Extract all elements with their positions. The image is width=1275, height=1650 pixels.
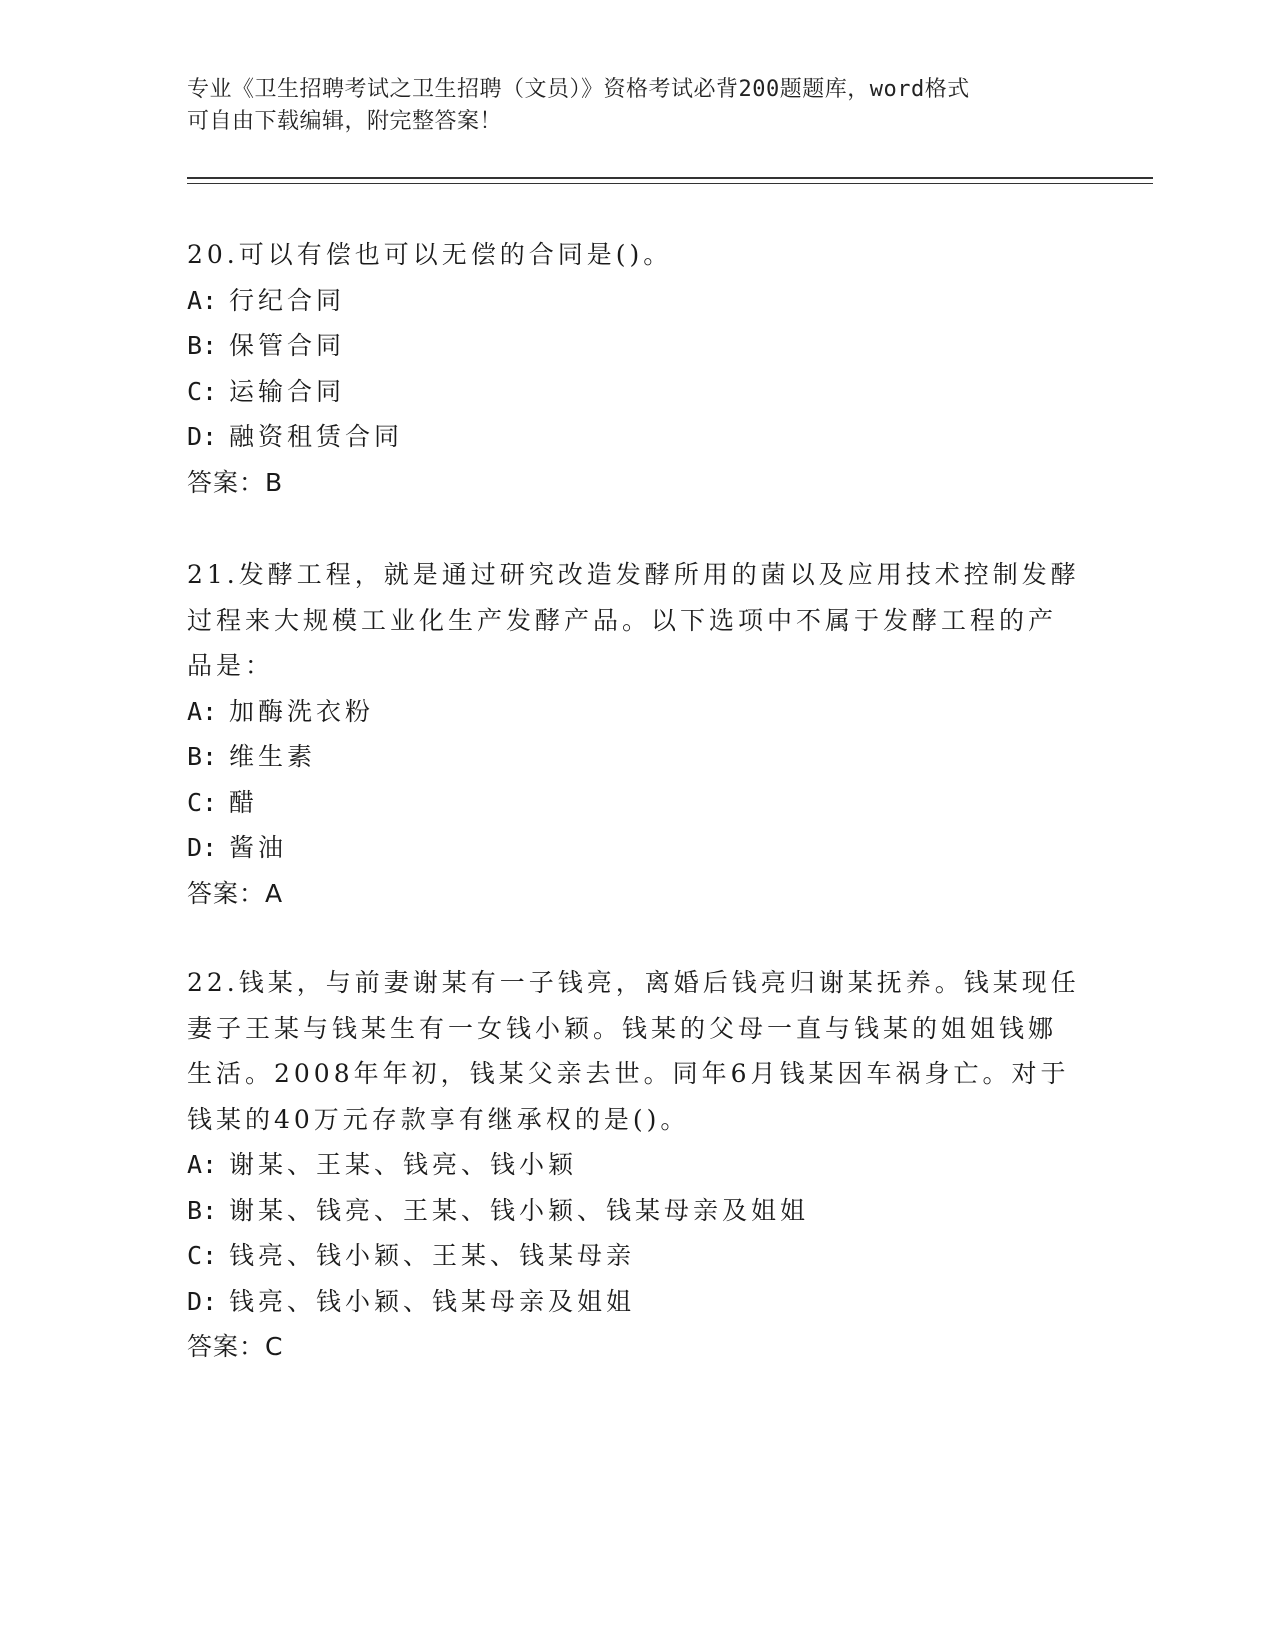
option-letter: B: bbox=[187, 1195, 218, 1225]
stem-line: 生活。2008年年初，钱某父亲去世。同年6月钱某因车祸身亡。对于 bbox=[187, 1059, 1070, 1088]
answer: 答案：C bbox=[187, 1332, 284, 1361]
question-stem bbox=[187, 232, 1087, 278]
header-line-2: 可自由下载编辑，附完整答案！ bbox=[187, 109, 503, 134]
option-text: 谢某、钱亮、王某、钱小颖、钱某母亲及姐姐 bbox=[229, 1195, 810, 1225]
option-letter: A: bbox=[187, 285, 218, 315]
option-letter: C: bbox=[187, 1241, 218, 1270]
option-letter: A: bbox=[187, 696, 218, 726]
stem-line: 20.可以有偿也可以无偿的合同是()。 bbox=[187, 240, 673, 269]
question-20 bbox=[187, 232, 1087, 505]
stem-line: 钱某的40万元存款享有继承权的是()。 bbox=[187, 1104, 690, 1134]
option-text: 加酶洗衣粉 bbox=[229, 696, 375, 726]
option-letter: D: bbox=[187, 833, 218, 862]
option-text: 醋 bbox=[229, 787, 259, 817]
option-letter: D: bbox=[187, 422, 218, 451]
option-letter: D: bbox=[187, 1286, 218, 1316]
option-d bbox=[187, 825, 1087, 871]
option-letter: C: bbox=[187, 787, 218, 817]
option-c bbox=[187, 369, 1087, 415]
option-text: 运输合同 bbox=[229, 376, 346, 406]
stem-line: 过程来大规模工业化生产发酵产品。以下选项中不属于发酵工程的产 bbox=[187, 605, 1058, 635]
stem-line: 21.发酵工程，就是通过研究改造发酵所用的菌以及应用技术控制发酵 bbox=[187, 560, 1080, 589]
question-21 bbox=[187, 552, 1087, 916]
answer: 答案：A bbox=[187, 878, 284, 908]
option-a bbox=[187, 278, 1087, 324]
option-letter: C: bbox=[187, 376, 218, 406]
option-text: 钱亮、钱小颖、钱某母亲及姐姐 bbox=[229, 1286, 636, 1316]
option-b bbox=[187, 323, 1087, 369]
option-a bbox=[187, 689, 1087, 735]
document-header bbox=[187, 74, 1067, 138]
option-text: 酱油 bbox=[229, 833, 288, 862]
option-d bbox=[187, 414, 1087, 460]
option-b bbox=[187, 1188, 1087, 1234]
question-stem bbox=[187, 552, 1087, 689]
option-text: 保管合同 bbox=[229, 331, 346, 360]
option-c bbox=[187, 780, 1087, 826]
option-d bbox=[187, 1279, 1087, 1325]
question-22 bbox=[187, 960, 1087, 1370]
option-text: 钱亮、钱小颖、王某、钱某母亲 bbox=[229, 1241, 636, 1270]
option-text: 行纪合同 bbox=[229, 285, 346, 315]
option-letter: B: bbox=[187, 331, 218, 360]
option-c bbox=[187, 1233, 1087, 1279]
stem-line: 22.钱某，与前妻谢某有一子钱亮，离婚后钱亮归谢某抚养。钱某现任 bbox=[187, 968, 1080, 997]
header-divider-top bbox=[187, 177, 1153, 179]
option-b bbox=[187, 734, 1087, 780]
option-letter: A: bbox=[187, 1150, 218, 1179]
header-line-1: 专业《卫生招聘考试之卫生招聘（文员）》资格考试必背200题题库，word格式 bbox=[187, 77, 970, 102]
option-text: 融资租赁合同 bbox=[229, 422, 404, 451]
option-text: 维生素 bbox=[229, 742, 317, 771]
option-text: 谢某、王某、钱亮、钱小颖 bbox=[229, 1150, 578, 1179]
stem-line: 品是： bbox=[187, 651, 275, 680]
answer: 答案：B bbox=[187, 467, 284, 497]
header-divider-bottom bbox=[187, 183, 1153, 184]
question-stem bbox=[187, 960, 1087, 1142]
stem-line: 妻子王某与钱某生有一女钱小颖。钱某的父母一直与钱某的姐姐钱娜 bbox=[187, 1013, 1058, 1043]
option-a bbox=[187, 1142, 1087, 1188]
option-letter: B: bbox=[187, 742, 218, 771]
